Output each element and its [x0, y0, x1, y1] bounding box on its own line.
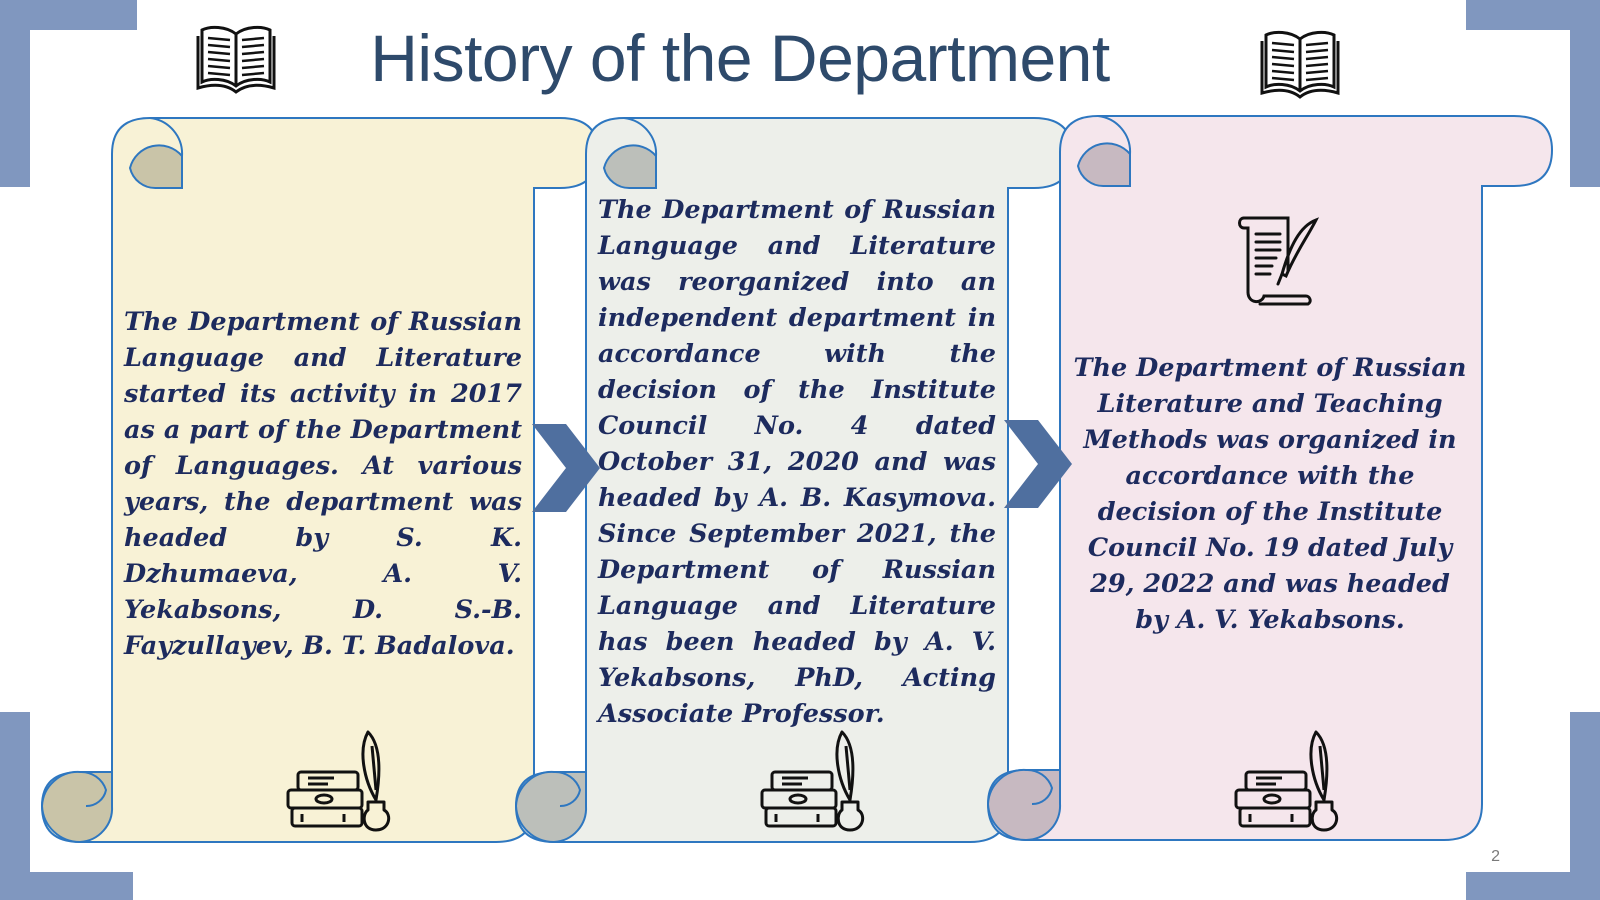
books-inkwell-icon [758, 730, 866, 834]
slide-title: History of the Department [370, 21, 1110, 95]
books-inkwell-icon [284, 730, 392, 834]
panel-3-text: The Department of Russian Literature and Teaching Methods was organized in accordance with the decision of the Institute Council No. 19 dated July 29, 2022 and was headed by A. V. Yekabsons. [1073, 353, 1467, 635]
chevron-right-icon [530, 422, 602, 514]
books-inkwell-icon [1232, 730, 1340, 834]
scroll-quill-icon [1236, 212, 1320, 308]
page-number: 2 [1491, 848, 1500, 865]
panel-2-text: The Department of Russian Language and Literature was reorganized into an independent department in accordance with the decision of the Institute Council No. 4 dated October 31, 2020 and was headed by A. B. Kasymova. Since September 2021, the Department of Russian Language and Literature has been headed by A. V. Yekabsons, PhD, Acting Associate Professor. [598, 195, 996, 729]
chevron-right-icon [1002, 418, 1074, 510]
panel-1-text: The Department of Russian Language and Literature started its activity in 2017 as a part of the Department of Languages. At various years, the department was headed by S. K. Dzhumaeva, A. V. Yekabsons, D. S.-B. Fayzullayev, B. T. Badalova. [124, 307, 522, 661]
